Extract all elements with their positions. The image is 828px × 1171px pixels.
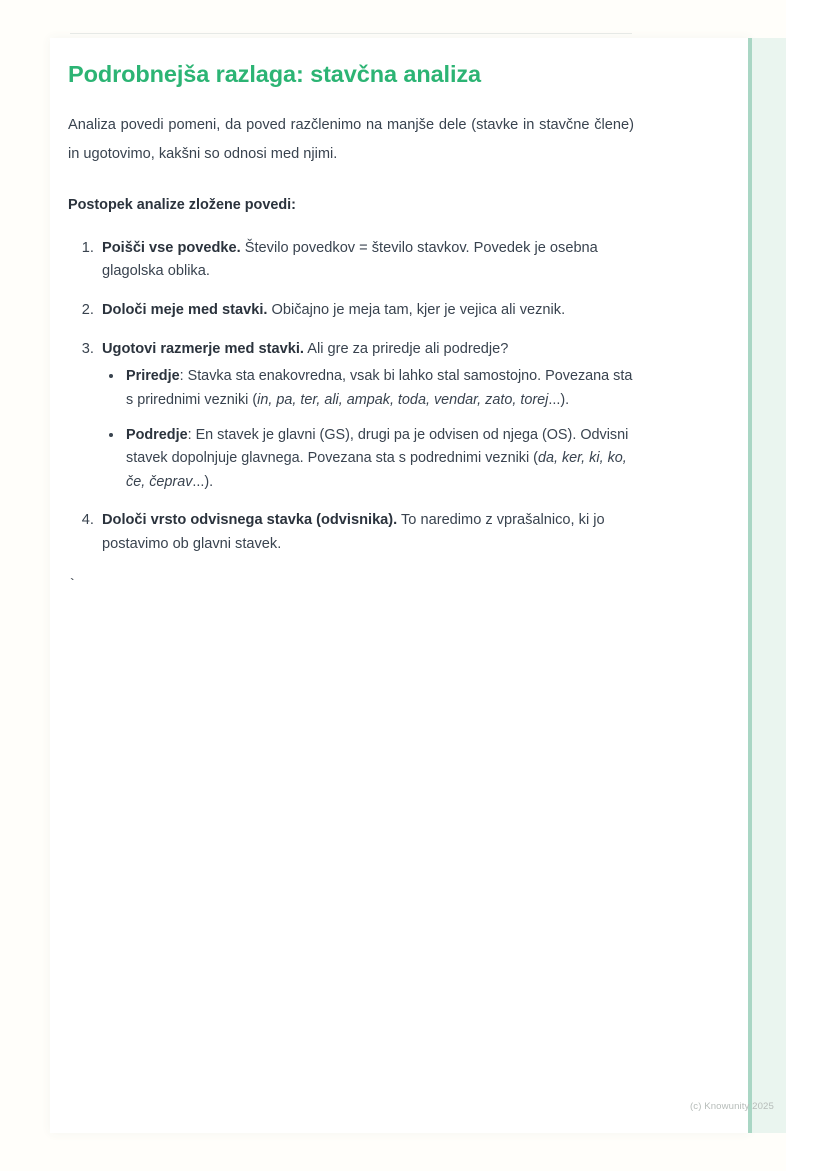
substep-text-before: : Stavka sta enakovredna, vsak bi lahko stal samostojno. Povezana sta s prirednimi vezniki (	[126, 368, 633, 408]
list-item	[98, 509, 658, 556]
step-heading: Poišči vse povedke.	[102, 239, 241, 256]
right-accent-bar	[748, 38, 752, 1133]
step-text: Običajno je meja tam, kjer je vejica ali veznik.	[267, 302, 566, 319]
procedure-lead: Postopek analize zložene povedi:	[68, 196, 296, 213]
right-gutter	[786, 0, 828, 1171]
stray-backtick-artifact: `	[68, 577, 77, 593]
page-title: Podrobnejša razlaga: stavčna analiza	[68, 61, 482, 87]
substeps-list	[102, 365, 634, 494]
top-divider	[70, 33, 632, 34]
substep-text-after: ...).	[548, 391, 570, 408]
conjunction-examples: da, ker, ki, ko, če, čeprav	[126, 450, 627, 490]
step-heading: Ugotovi razmerje med stavki.	[102, 340, 304, 357]
list-item	[124, 424, 634, 494]
step-text: Število povedkov = število stavkov. Povedek je osebna glagolska oblika.	[102, 239, 598, 280]
substep-heading: Priredje	[126, 368, 180, 385]
substep-heading: Podredje	[126, 426, 188, 443]
step-text: To naredimo z vprašalnico, ki jo postavimo ob glavni stavek.	[102, 511, 605, 552]
step-heading: Določi meje med stavki.	[102, 302, 268, 319]
list-item	[98, 237, 658, 284]
steps-list	[68, 237, 658, 556]
list-item	[98, 299, 658, 323]
footer-credit: (c) Knowunity 2025	[690, 1101, 774, 1112]
substep-text-after: ...).	[192, 473, 214, 490]
list-item	[124, 365, 634, 412]
conjunction-examples: in, pa, ter, ali, ampak, toda, vendar, zato, torej	[257, 391, 549, 408]
right-accent-panel	[748, 38, 786, 1133]
document-body	[68, 60, 638, 571]
intro-paragraph: Analiza povedi pomeni, da poved razčlenimo na manjše dele (stavke in stavčne člene) in ugotovimo, kakšni so odnosi med njimi.	[68, 117, 634, 162]
step-heading: Določi vrsto odvisnega stavka (odvisnika).	[102, 511, 398, 528]
substep-text-before: : En stavek je glavni (GS), drugi pa je odvisen od njega (OS). Odvisni stavek dopolnjuje glavnega. Povezana sta s podrednimi vezniki (	[126, 426, 629, 467]
list-item	[98, 338, 658, 494]
step-text: Ali gre za priredje ali podredje?	[303, 340, 509, 357]
